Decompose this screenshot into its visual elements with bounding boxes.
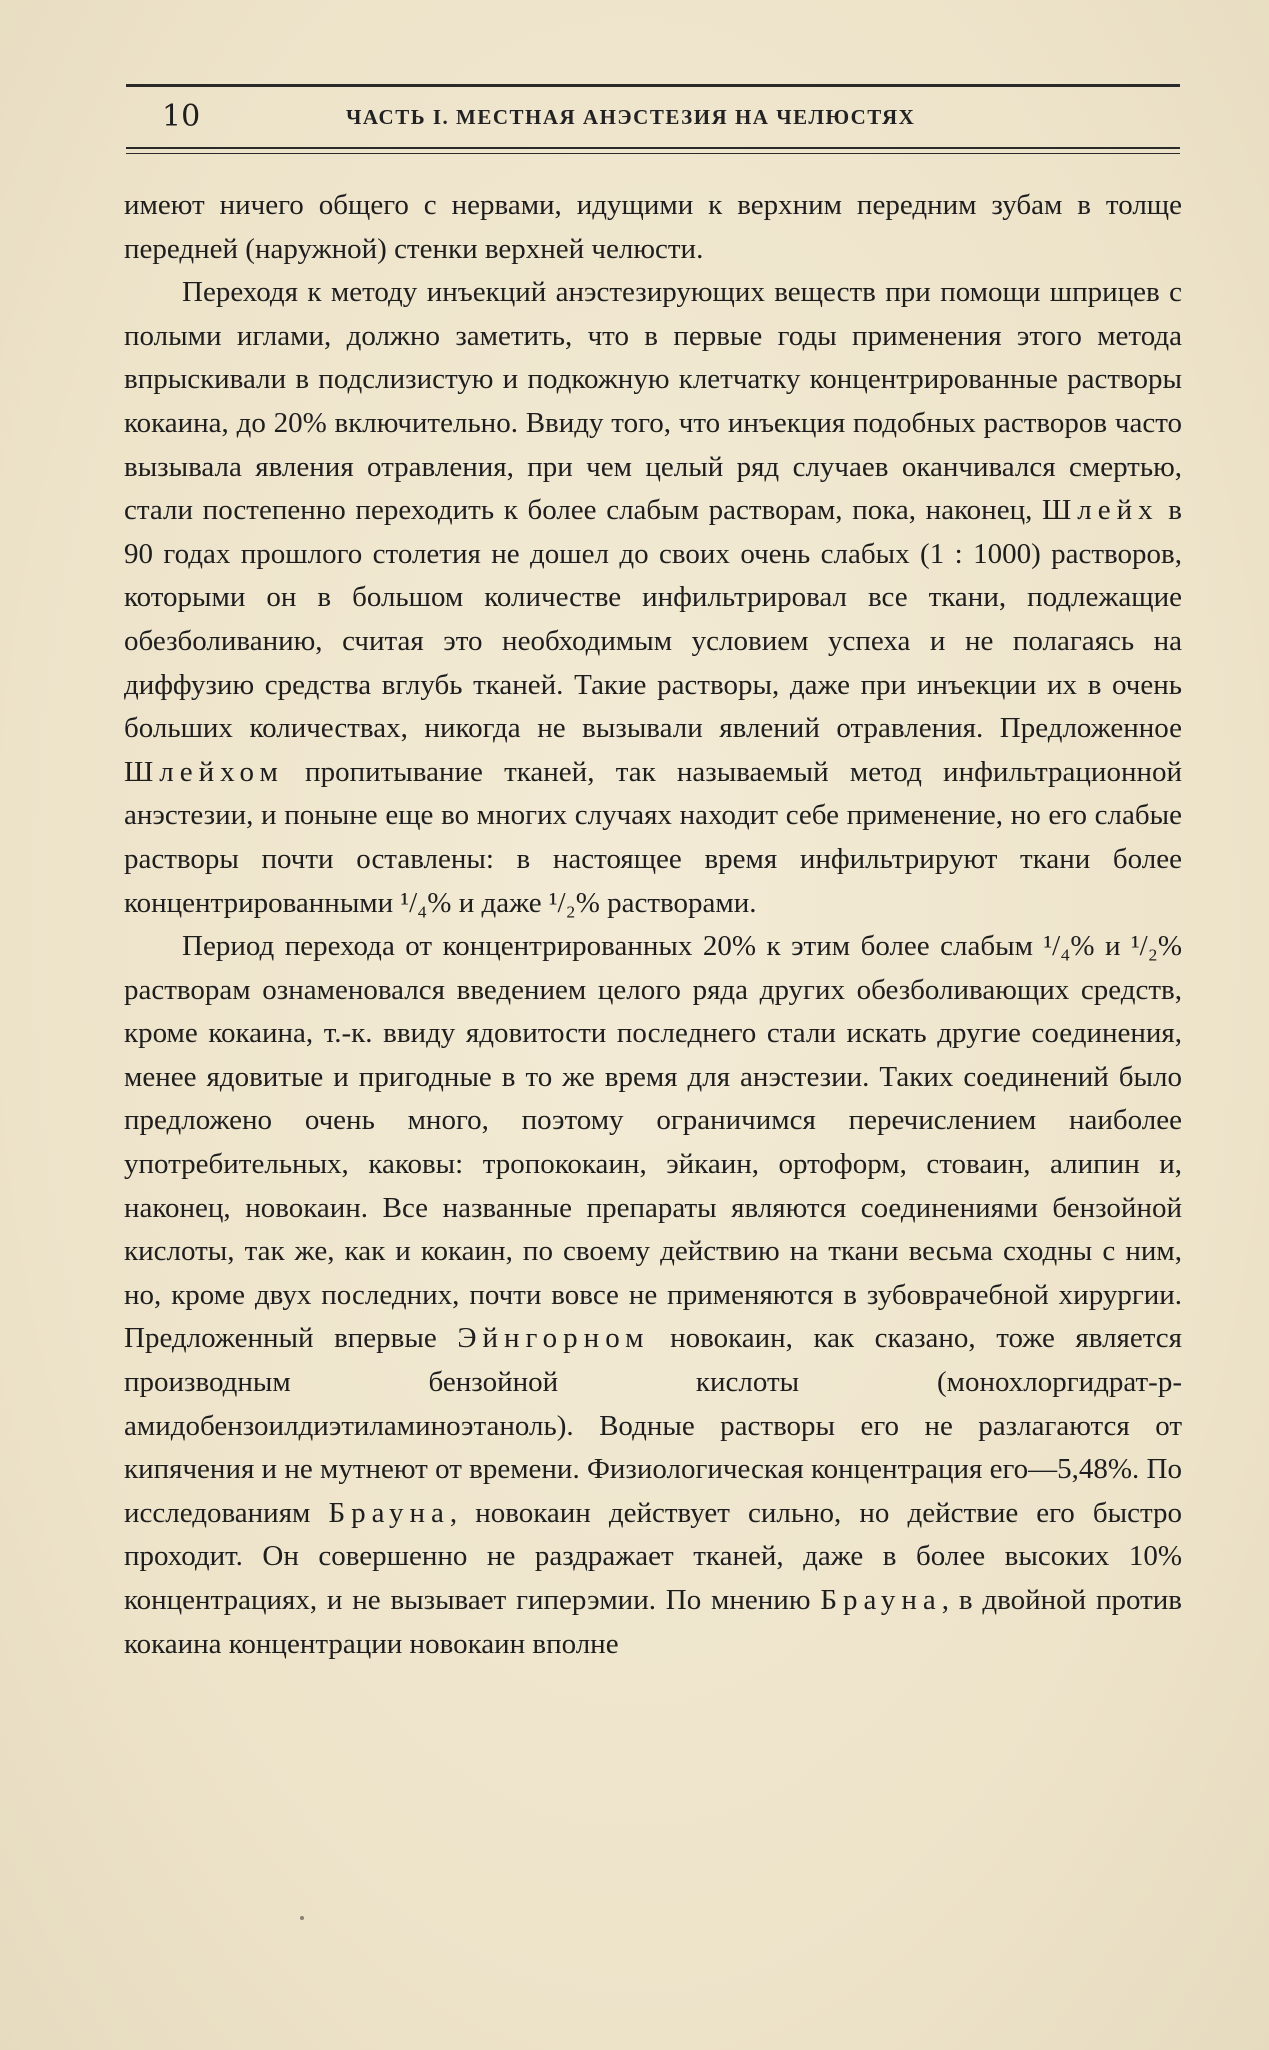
author-name: Брауна xyxy=(328,1496,450,1529)
text-run: имеют ничего общего с нервами, идущими к верхним передним зубам в толще передней (наружной) стенки верхней челюсти. xyxy=(124,189,1182,265)
paper-speck xyxy=(300,1916,304,1920)
header-rule xyxy=(126,147,1180,149)
text-run: , новокаин действует сильно, но действие его быстро проходит. Он совершенно не раздражает тканей, даже в более высоких 10% концентрациях, и не вызывает гиперэмии. По мнению xyxy=(124,1496,1183,1616)
page-header xyxy=(126,84,1180,149)
text-run: новокаин, как сказано, тоже является производным бензойной кислоты (монохлоргидрат-р-амидобензоилдиэтиламиноэтаноль). Водные растворы его не разлагаются от кипячения и не мутнеют от времени. Физиологическая концентрация его—5,48%. По исследованиям xyxy=(124,1322,1183,1529)
author-name: Эйнгорном xyxy=(457,1322,650,1355)
text-run: Переходя к методу инъекций анэстезирующих веществ при помощи шприцев с полыми иглами, должно заметить, что в первые годы применения этого метода впрыскивали в подслизистую и подкожную клетчатку концентрированные растворы кокаина, до 20% включительно. Ввиду того, что инъекция подобных растворов часто вызывала явления отравления, при чем целый ряд случаев оканчивался смертью, стали постепенно переходить к более слабым растворам, пока, наконец, xyxy=(124,276,1182,527)
author-name: Шлейх xyxy=(1042,494,1159,527)
author-name: Шлейхом xyxy=(124,755,284,788)
header-rule-thin xyxy=(126,153,1180,154)
text-run: Период перехода от концентрированных 20% к этим более слабым ¹/₄% и ¹/₂% растворам ознаменовался введением целого ряда других обезболивающих средств, кроме кокаина, т.-к. ввиду ядовитости последнего стали искать другие соединения, менее ядовитые и пригодные в то же время для анэстезии. Таких соединений было предложено очень много, поэтому ограничимся перечислением наиболее употребительных, каковы: тропококаин, эйкаин, ортоформ, стоваин, алипин и, наконец, новокаин. Все названные препараты являются соединениями бензойной кислоты, так же, как и кокаин, по своему действию на ткани весьма сходны с ним, но, кроме двух последних, почти вовсе не применяются в зубоврачебной хирургии. Предложенный впервые xyxy=(124,930,1182,1355)
text-run: в 90 годах прошлого столетия не дошел до своих очень слабых (1 : 1000) растворов, которыми он в большом количестве инфильтрировал все ткани, подлежащие обезболиванию, считая это необходимым условием успеха и не полагаясь на диффузию средства вглубь тканей. Такие растворы, даже при инъекции их в очень больших количествах, никогда не вызывали явлений отравления. Предложенное xyxy=(124,494,1182,745)
author-name: Брауна xyxy=(820,1584,942,1616)
body-text xyxy=(124,184,1182,1666)
text-run: пропитывание тканей, так называемый метод инфильтрационной анэстезии, и поныне еще во многих случаях находит себе применение, но его слабые растворы почти оставлены: в настоящее время инфильтрируют ткани более концентрированными ¹/₄% и даже ¹/₂% растворами. xyxy=(124,755,1182,919)
page-number: 10 xyxy=(162,99,201,134)
text-run: , в двойной против кокаина концентрации новокаин вполне xyxy=(124,1584,1182,1660)
paragraph xyxy=(124,271,1182,925)
paragraph xyxy=(124,184,1182,271)
running-head: ЧАСТЬ I. МЕСТНАЯ АНЭСТЕЗИЯ НА ЧЕЛЮСТЯХ xyxy=(346,105,916,129)
paragraph xyxy=(124,925,1182,1666)
